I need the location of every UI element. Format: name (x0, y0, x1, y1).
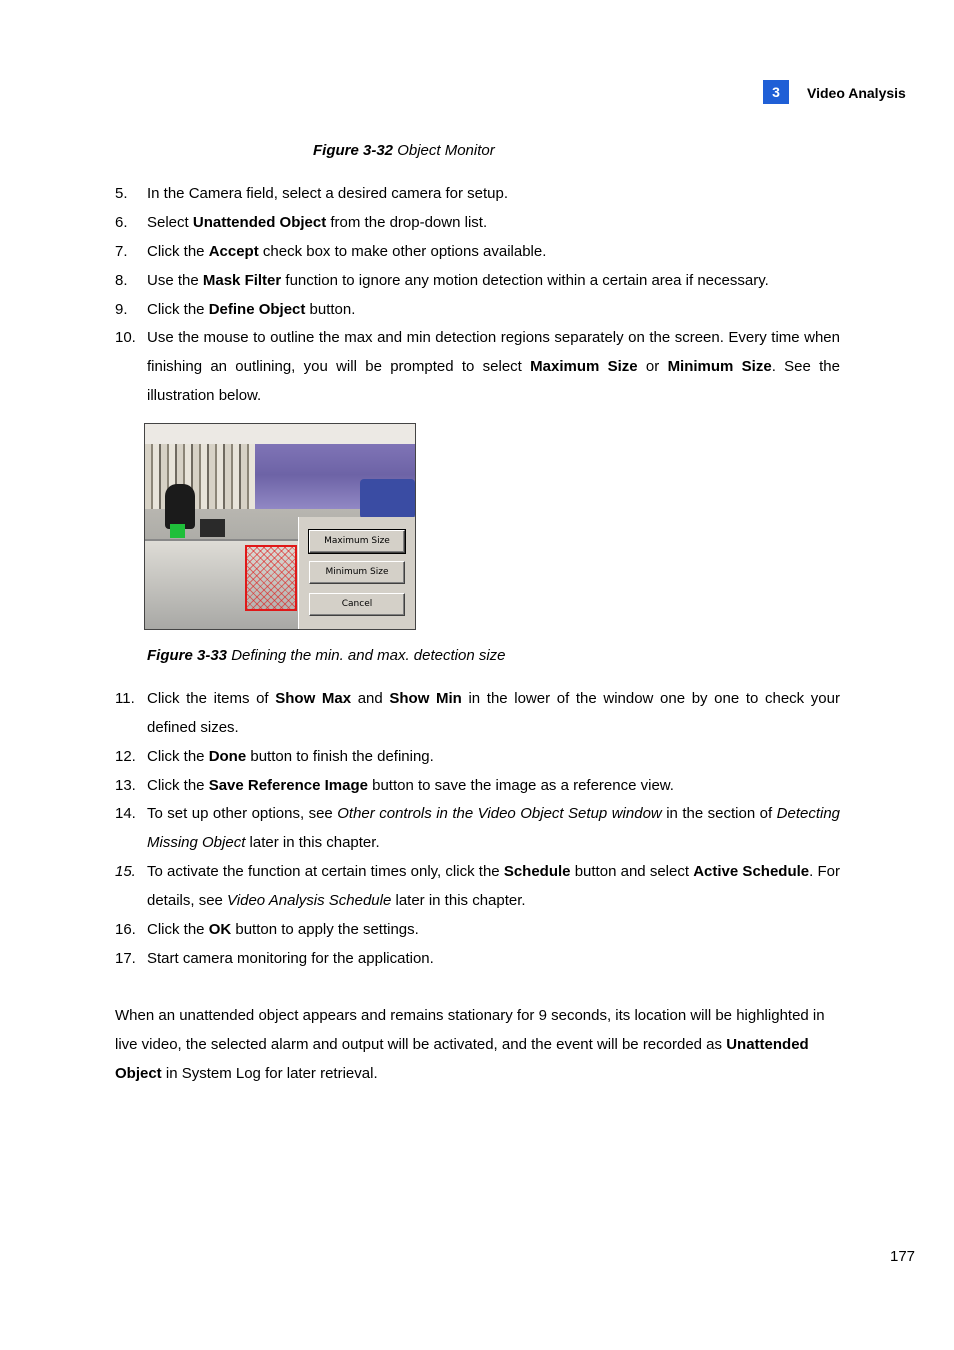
text-run: function to ignore any motion detection within a certain area if necessary. (281, 272, 769, 289)
step-text (147, 771, 840, 800)
text-run: Click the (147, 921, 209, 938)
step-text (147, 857, 840, 915)
italic-reference: Detecting Missing Object (147, 805, 841, 851)
figure-3-32-caption (313, 142, 495, 159)
figure-title: Defining the min. and max. detection size (227, 647, 506, 664)
step-text (147, 208, 840, 237)
text-run: later in this chapter. (391, 892, 526, 909)
step-number: 15. (115, 863, 136, 880)
text-run: To set up other options, see (147, 805, 338, 822)
step-item (115, 323, 840, 410)
text-run: in System Log for later retrieval. (161, 1065, 378, 1082)
step-item (115, 295, 840, 324)
step-number: 12. (115, 748, 136, 765)
text-run: When an unattended object appears and remains stationary for 9 seconds, its location will be highlighted in live video, the selected alarm and output will be activated, and the event will be recorded as (115, 1007, 825, 1053)
step-text (147, 742, 840, 771)
scene-green-object (170, 524, 185, 538)
step-item (115, 742, 840, 771)
bold-term: Mask Filter (202, 272, 282, 289)
scene-person (165, 484, 195, 529)
chapter-badge: 3 (763, 80, 789, 104)
page-number: 177 (890, 1248, 916, 1265)
step-number: 9. (115, 301, 128, 318)
text-run: Click the (147, 301, 209, 318)
text-run: button. (305, 301, 356, 318)
bold-term: Unattended Object (192, 214, 327, 231)
text-run: and (351, 690, 390, 707)
step-item (115, 771, 840, 800)
bold-term: Define Object (208, 301, 306, 318)
step-number: 17. (115, 950, 136, 967)
step-item (115, 915, 840, 944)
bold-term: Unattended Object (115, 1036, 809, 1082)
bold-term: Show Max (275, 690, 352, 707)
text-run: button to save the image as a reference view. (367, 777, 674, 794)
text-run: In the Camera field, select a desired camera for setup. (147, 185, 509, 202)
bold-term: Accept (208, 243, 259, 260)
step-item (115, 684, 840, 742)
step-number: 6. (115, 214, 128, 231)
text-run: button to finish the defining. (246, 748, 434, 765)
bold-term: Maximum Size (530, 358, 638, 375)
step-item (115, 237, 840, 266)
figure-title: Object Monitor (393, 142, 495, 159)
figure-label: Figure 3-33 (147, 647, 228, 664)
bold-term: Show Min (389, 690, 462, 707)
text-run: . See the illustration below. (147, 358, 840, 404)
step-text (147, 684, 840, 742)
text-run: in the lower of the window one by one to check your defined sizes. (147, 690, 840, 736)
text-run: Click the (147, 243, 209, 260)
bold-term: Schedule (503, 863, 571, 880)
text-run: To activate the function at certain times only, click the (147, 863, 504, 880)
step-text (147, 179, 840, 208)
bold-term: Done (208, 748, 247, 765)
text-run: Use the mouse to outline the max and min detection regions separately on the screen. Every time when finishing an outlining, you will be prompted to select (147, 329, 840, 375)
text-run: Click the (147, 777, 209, 794)
scene-monitor (200, 519, 225, 537)
scene-sofa (360, 479, 415, 519)
step-text (147, 295, 840, 324)
maximum-size-button[interactable]: Maximum Size (309, 530, 405, 553)
text-run: Click the items of (147, 690, 276, 707)
bold-term: OK (208, 921, 232, 938)
scene-bookshelf (145, 444, 255, 514)
step-item (115, 944, 840, 973)
text-run: button and select (570, 863, 694, 880)
bold-term: Minimum Size (667, 358, 772, 375)
text-run: Click the (147, 748, 209, 765)
step-number: 10. (115, 329, 136, 346)
text-run: in the section of (661, 805, 777, 822)
text-run: button to apply the settings. (231, 921, 419, 938)
step-number: 5. (115, 185, 128, 202)
step-number: 7. (115, 243, 128, 260)
bold-term: Save Reference Image (208, 777, 368, 794)
minimum-size-button[interactable]: Minimum Size (309, 561, 405, 584)
step-text (147, 323, 840, 410)
chapter-title: Video Analysis (807, 85, 906, 101)
step-text (147, 237, 840, 266)
text-run: later in this chapter. (245, 834, 380, 851)
text-run: from the drop-down list. (326, 214, 488, 231)
bold-term: Active Schedule (693, 863, 810, 880)
step-text (147, 944, 840, 973)
step-text (147, 915, 840, 944)
text-run: Use the (147, 272, 203, 289)
step-number: 11. (115, 690, 135, 707)
step-number: 16. (115, 921, 136, 938)
illustration-screenshot (144, 423, 416, 630)
text-run: or (637, 358, 668, 375)
italic-reference: Other controls in the Video Object Setup window (337, 805, 662, 822)
step-item (115, 266, 840, 295)
figure-3-33-caption (147, 647, 506, 664)
italic-reference: Video Analysis Schedule (227, 892, 392, 909)
text-run: . For details, see (147, 863, 840, 909)
step-item (115, 179, 840, 208)
step-item (115, 208, 840, 237)
step-number: 8. (115, 272, 128, 289)
step-item (115, 799, 840, 857)
step-text (147, 266, 840, 295)
detection-region-box (245, 545, 297, 611)
step-number: 13. (115, 777, 136, 794)
text-run: check box to make other options available. (258, 243, 547, 260)
scene-ceiling (145, 424, 415, 444)
step-text (147, 799, 840, 857)
text-run: Start camera monitoring for the application. (147, 950, 434, 967)
step-number: 14. (115, 805, 136, 822)
figure-label: Figure 3-32 (313, 142, 394, 159)
step-item (115, 857, 840, 915)
text-run: Select (147, 214, 193, 231)
closing-paragraph (115, 1001, 839, 1088)
cancel-button[interactable]: Cancel (309, 593, 405, 616)
